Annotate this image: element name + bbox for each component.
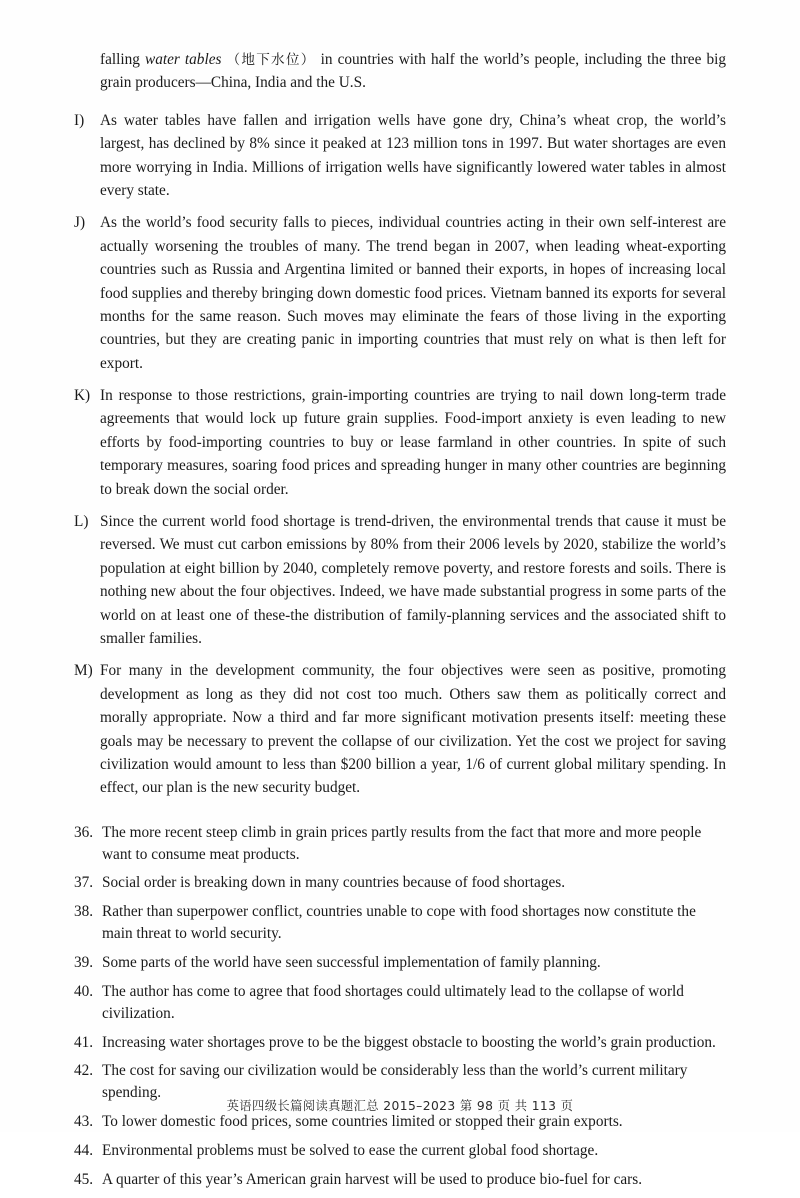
question-number-41: 41. <box>74 1033 94 1051</box>
paragraph-k-text: In response to those restrictions, grain-importing countries are trying to nail down long-term trade agreements that would lock up future grain supplies. Food-import anxiety is even leading to new efforts by food-importing countries to buy or lease farmland in other countries. In spite of such temporary measures, soaring food prices and spreading hunger in many other countries are beginning to break down the social order. <box>100 387 726 498</box>
italic-term-water-tables: water tables <box>145 51 222 68</box>
question-text-43: To lower domestic food prices, some countries limited or stopped their grain exports. <box>102 1113 623 1131</box>
question-item-40 <box>74 981 726 1025</box>
question-number-42: 42. <box>74 1062 94 1080</box>
question-number-45: 45. <box>74 1170 94 1188</box>
paragraph-l <box>74 510 726 650</box>
paragraph-marker-j: J) <box>74 214 86 232</box>
paragraph-continuation-text <box>100 48 726 95</box>
paragraph-marker-k: K) <box>74 387 91 405</box>
question-item-43 <box>74 1111 726 1133</box>
question-text-37: Social order is breaking down in many countries because of food shortages. <box>102 874 566 892</box>
chinese-gloss: （地下水位） <box>226 52 316 68</box>
question-number-36: 36. <box>74 823 94 841</box>
question-text-39: Some parts of the world have seen successful implementation of family planning. <box>102 954 601 972</box>
question-item-44 <box>74 1140 726 1162</box>
paragraph-i-text: As water tables have fallen and irrigation wells have gone dry, China’s wheat crop, the world’s largest, has declined by 8% since it peaked at 123 million tons in 1997. But water shortages are even more worrying in India. Millions of irrigation wells have significantly lowered water tables in almost every state. <box>100 111 726 199</box>
question-text-42: The cost for saving our civilization would be considerably less than the world’s current military spending. <box>102 1062 688 1102</box>
question-item-37 <box>74 872 726 894</box>
paragraph-continuation <box>74 48 726 95</box>
question-text-45: A quarter of this year’s American grain harvest will be used to produce bio-fuel for cars. <box>102 1170 643 1188</box>
paragraph-j-text: As the world’s food security falls to pieces, individual countries acting in their own self-interest are actually worsening the troubles of many. The trend began in 2007, when leading wheat-exporting countries such as Russia and Argentina limited or banned their exports, in hopes of increasing local food supplies and thereby bringing down domestic food prices. Vietnam banned its exports for several months for the same reason. Such moves may eliminate the fears of those living in the exporting countries, but they are creating panic in importing countries that must rely on what is then left for export. <box>100 214 726 372</box>
paragraph-marker-i: I) <box>74 111 85 129</box>
question-text-41: Increasing water shortages prove to be the biggest obstacle to boosting the world’s grain production. <box>102 1033 716 1051</box>
question-item-36 <box>74 822 726 866</box>
paragraph-l-text: Since the current world food shortage is trend-driven, the environmental trends that cause it must be reversed. We must cut carbon emissions by 80% from their 2006 levels by 2020, stabilize the world’s population at eight billion by 2040, completely remove poverty, and restore forests and soils. There is nothing new about the four objectives. Indeed, we have made substantial progress in some parts of the world on at least one of these-the distribution of family-planning services and the associated shift to smaller families. <box>100 513 726 647</box>
page-content <box>74 48 726 1198</box>
paragraph-marker-l: L) <box>74 513 89 531</box>
paragraph-j <box>74 211 726 375</box>
paragraph-i <box>74 109 726 203</box>
paragraph-m <box>74 659 726 799</box>
question-item-45 <box>74 1169 726 1191</box>
question-text-40: The author has come to agree that food shortages could ultimately lead to the collapse of world civilization. <box>102 982 684 1022</box>
question-number-38: 38. <box>74 903 94 921</box>
page-footer-text: 英语四级长篇阅读真题汇总 2015–2023 第 98 页 共 113 页 <box>226 1099 574 1113</box>
paragraph-m-text: For many in the development community, the four objectives were seen as positive, promoting development as long as they did not cost too much. Others saw them as politically correct and morally appropriate. Now a third and far more significant motivation presents itself: meeting these goals may be necessary to prevent the collapse of our civilization. Yet the cost we project for saving civilization would amount to less than $200 billion a year, 1/6 of current global military spending. In effect, our plan is the new security budget. <box>100 662 726 797</box>
question-number-39: 39. <box>74 954 94 972</box>
question-number-43: 43. <box>74 1113 94 1131</box>
question-number-37: 37. <box>74 874 94 892</box>
question-number-40: 40. <box>74 982 94 1000</box>
paragraph-marker-m: M) <box>74 662 93 680</box>
question-text-38: Rather than superpower conflict, countries unable to cope with food shortages now constitute the main threat to world security. <box>102 903 696 943</box>
lead-text-after: in countries with half the world’s people, including the three big grain producers—China, India and the U.S. <box>100 51 726 92</box>
paragraph-k <box>74 384 726 501</box>
lead-text-before-italic: falling <box>100 51 145 68</box>
question-text-36: The more recent steep climb in grain prices partly results from the fact that more and more people want to consume meat products. <box>102 823 702 863</box>
question-item-38 <box>74 901 726 945</box>
page-footer <box>0 1096 800 1114</box>
question-list <box>74 822 726 1191</box>
question-number-44: 44. <box>74 1142 94 1160</box>
question-item-39 <box>74 952 726 974</box>
question-text-44: Environmental problems must be solved to ease the current global food shortage. <box>102 1142 599 1160</box>
question-item-41 <box>74 1032 726 1054</box>
